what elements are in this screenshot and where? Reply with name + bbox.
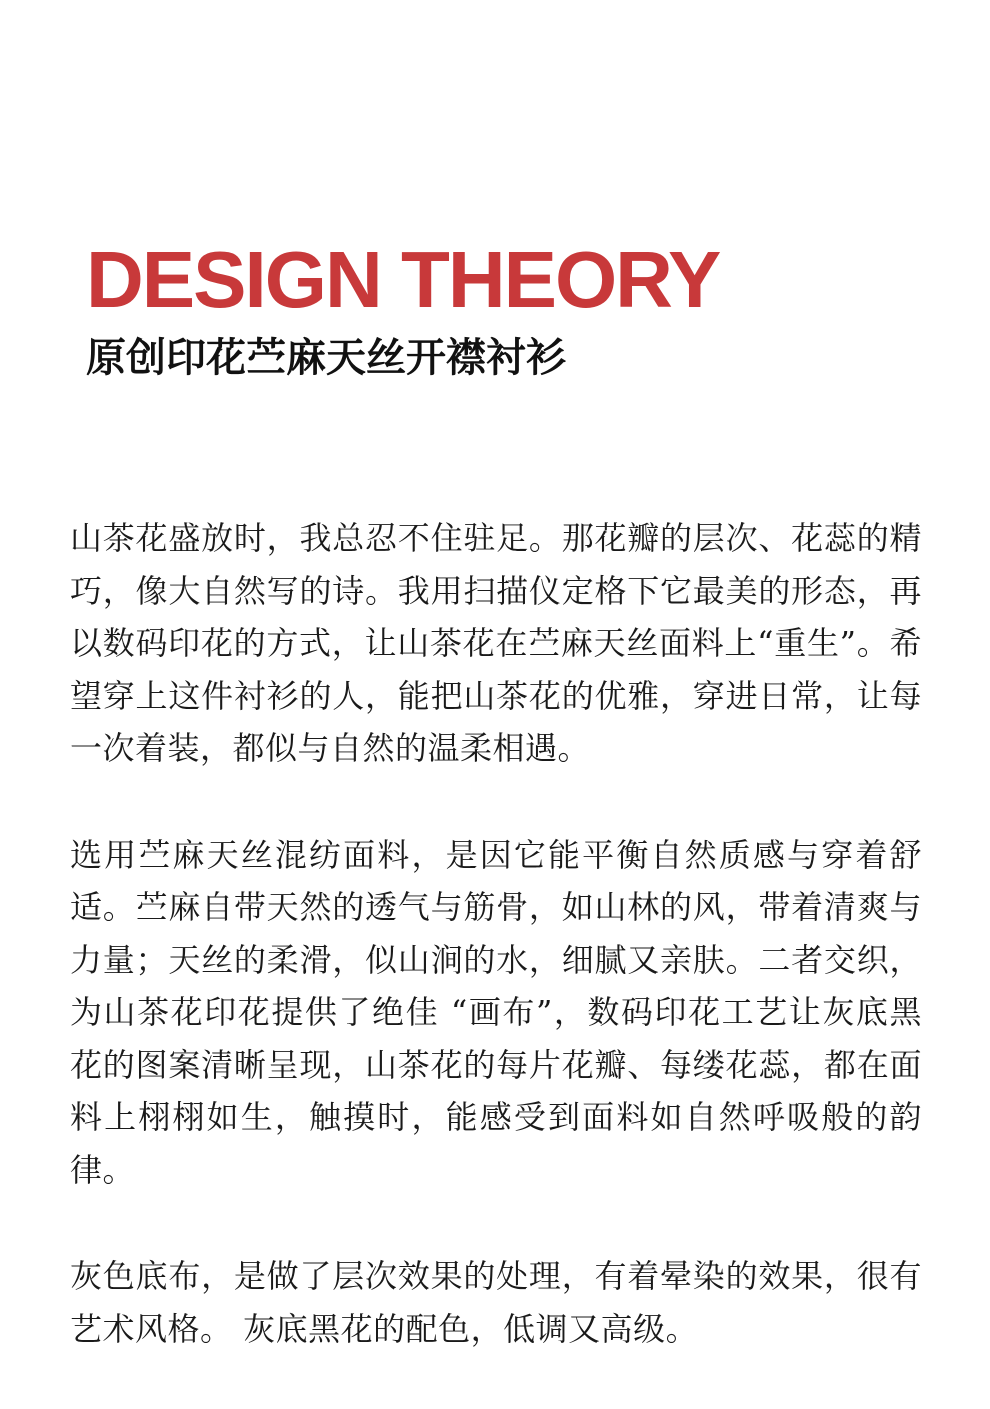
title-english: DESIGN THEORY [86,235,720,324]
paragraph-inspiration: 山茶花盛放时，我总忍不住驻足。那花瓣的层次、花蕊的精巧，像大自然写的诗。我用扫描仪定格下它最美的形态，再以数码印花的方式，让山茶花在苎麻天丝面料上“重生”。希望穿上这件衬衫的人，能把山茶花的优雅，穿进日常，让每一次着装，都似与自然的温柔相遇。 [70,519,922,767]
article-body [70,512,922,1409]
paragraph-color: 灰色底布，是做了层次效果的处理，有着晕染的效果，很有艺术风格。 灰底黑花的配色，低调又高级。 [70,1257,922,1348]
title-chinese: 原创印花苎麻天丝开襟衬衫 [86,335,566,381]
paragraph-fabric: 选用苎麻天丝混纺面料，是因它能平衡自然质感与穿着舒适。苎麻自带天然的透气与筋骨，如山林的风，带着清爽与力量；天丝的柔滑，似山涧的水，细腻又亲肤。二者交织，为山茶花印花提供了绝佳 “画布”，数码印花工艺让灰底黑花的图案清晰呈现，山茶花的每片花瓣、每缕花蕊，都在面料上栩栩如生，触摸时，能感受到面料如自然呼吸般的韵律。 [70,835,922,1189]
